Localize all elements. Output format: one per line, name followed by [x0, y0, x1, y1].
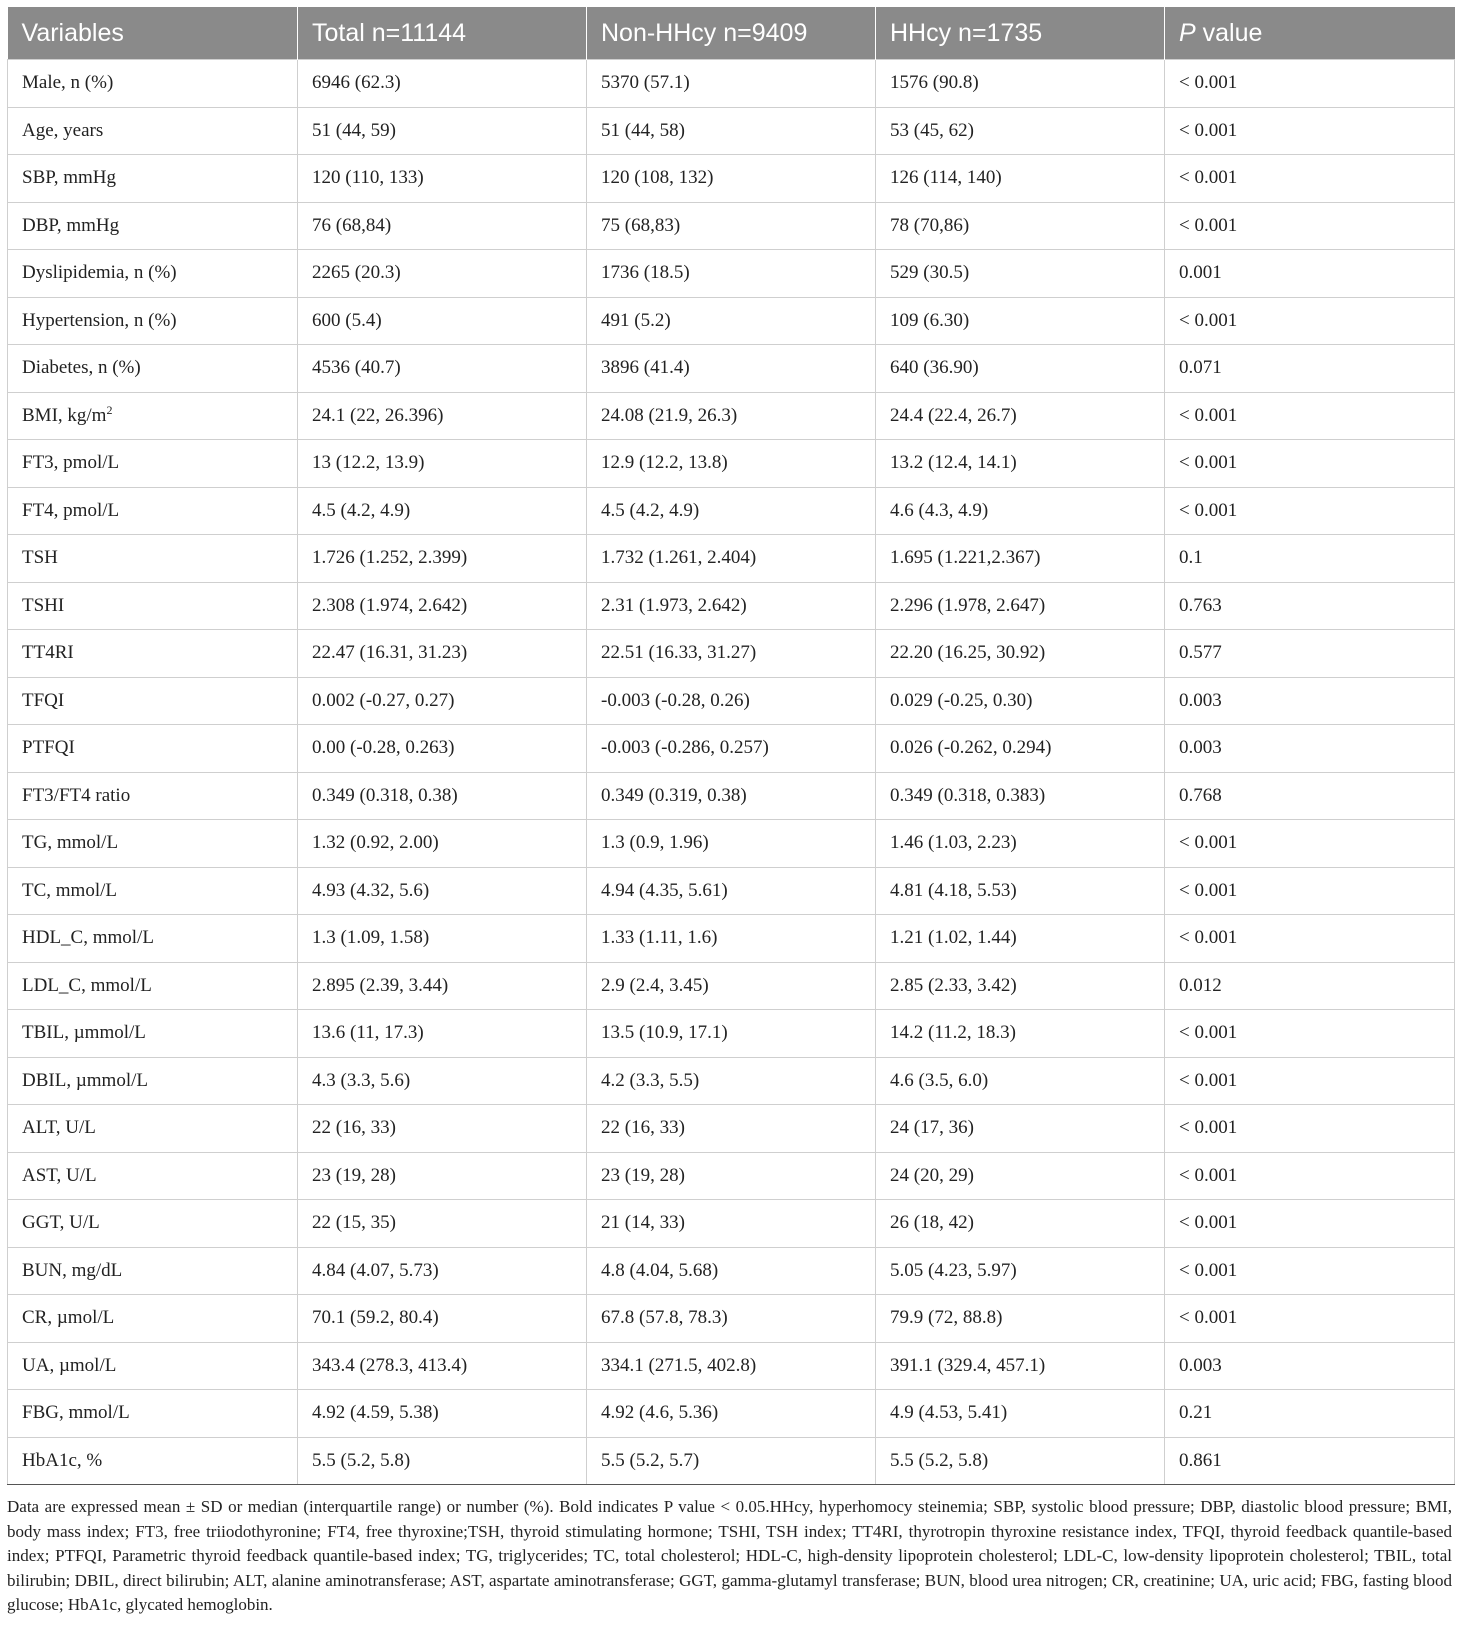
cell-total: 51 (44, 59)	[298, 107, 587, 155]
table-row	[8, 107, 1455, 155]
cell-p-value: < 0.001	[1165, 107, 1455, 155]
cell-total: 5.5 (5.2, 5.8)	[298, 1437, 587, 1485]
table-row	[8, 202, 1455, 250]
table-footnote: Data are expressed mean ± SD or median (interquartile range) or number (%). Bold indicates P value < 0.05.HHcy, hyperhomocy steinemia; SBP, systolic blood pressure; DBP, diastolic blood pressure; BMI, body mass index; FT3, free triiodothyronine; FT4, free thyroxine;TSH, thyroid stimulating hormone; TSHI, TSH index; TT4RI, thyrotropin thyroxine resistance index, TFQI, thyroid feedback quantile-based index; PTFQI, Parametric thyroid feedback quantile-based index; TG, triglycerides; TC, total cholesterol; HDL-C, high-density lipoprotein cholesterol; LDL-C, low-density lipoprotein cholesterol; TBIL, total bilirubin; DBIL, direct bilirubin; ALT, alanine aminotransferase; AST, aspartate aminotransferase; GGT, gamma-glutamyl transferase; BUN, blood urea nitrogen; CR, creatinine; UA, uric acid; FBG, fasting blood glucose; HbA1c, glycated hemoglobin.	[7, 1497, 1452, 1614]
table-row	[8, 582, 1455, 630]
cell-hhcy: 5.5 (5.2, 5.8)	[876, 1437, 1165, 1485]
header-p-italic: P	[1179, 18, 1196, 47]
header-hhcy: HHcy n=1735	[876, 7, 1165, 60]
table-row	[8, 345, 1455, 393]
cell-p-value: 0.003	[1165, 1342, 1455, 1390]
table-row	[8, 250, 1455, 298]
cell-non-hhcy: 21 (14, 33)	[587, 1200, 876, 1248]
cell-variable: ALT, U/L	[8, 1105, 298, 1153]
cell-hhcy: 13.2 (12.4, 14.1)	[876, 440, 1165, 488]
cell-variable: BMI, $kg/m^2$	[8, 392, 298, 440]
cell-variable: FT3, pmol/L	[8, 440, 298, 488]
cell-hhcy: 26 (18, 42)	[876, 1200, 1165, 1248]
cell-non-hhcy: 1736 (18.5)	[587, 250, 876, 298]
table-row	[8, 725, 1455, 773]
cell-total: 22.47 (16.31, 31.23)	[298, 630, 587, 678]
cell-variable: TG, mmol/L	[8, 820, 298, 868]
table-row	[8, 60, 1455, 108]
cell-hhcy: 126 (114, 140)	[876, 155, 1165, 203]
cell-p-value: 0.861	[1165, 1437, 1455, 1485]
cell-hhcy: 640 (36.90)	[876, 345, 1165, 393]
cell-variable: BUN, mg/dL	[8, 1247, 298, 1295]
cell-p-value: < 0.001	[1165, 820, 1455, 868]
table-row	[8, 820, 1455, 868]
cell-non-hhcy: 491 (5.2)	[587, 297, 876, 345]
cell-variable: CR, µmol/L	[8, 1295, 298, 1343]
cell-hhcy: 391.1 (329.4, 457.1)	[876, 1342, 1165, 1390]
cell-hhcy: 0.349 (0.318, 0.383)	[876, 772, 1165, 820]
cell-total: 2.308 (1.974, 2.642)	[298, 582, 587, 630]
cell-p-value: 0.001	[1165, 250, 1455, 298]
cell-p-value: < 0.001	[1165, 155, 1455, 203]
cell-variable: GGT, U/L	[8, 1200, 298, 1248]
table-row	[8, 1342, 1455, 1390]
table-row	[8, 1247, 1455, 1295]
cell-total: 13.6 (11, 17.3)	[298, 1010, 587, 1058]
cell-hhcy: 0.029 (-0.25, 0.30)	[876, 677, 1165, 725]
cell-p-value: < 0.001	[1165, 1152, 1455, 1200]
cell-p-value: < 0.001	[1165, 392, 1455, 440]
cell-variable: FT3/FT4 ratio	[8, 772, 298, 820]
header-row	[8, 7, 1455, 60]
cell-total: 1.32 (0.92, 2.00)	[298, 820, 587, 868]
cell-p-value: < 0.001	[1165, 1057, 1455, 1105]
cell-total: 4536 (40.7)	[298, 345, 587, 393]
cell-variable: TC, mmol/L	[8, 867, 298, 915]
cell-non-hhcy: 0.349 (0.319, 0.38)	[587, 772, 876, 820]
table-row	[8, 772, 1455, 820]
cell-hhcy: 4.6 (3.5, 6.0)	[876, 1057, 1165, 1105]
cell-non-hhcy: 120 (108, 132)	[587, 155, 876, 203]
data-table	[7, 7, 1455, 1485]
cell-hhcy: 14.2 (11.2, 18.3)	[876, 1010, 1165, 1058]
table-body	[8, 60, 1455, 1485]
cell-variable: PTFQI	[8, 725, 298, 773]
cell-variable: DBIL, µmmol/L	[8, 1057, 298, 1105]
table-row	[8, 487, 1455, 535]
cell-non-hhcy: -0.003 (-0.28, 0.26)	[587, 677, 876, 725]
cell-hhcy: 5.05 (4.23, 5.97)	[876, 1247, 1165, 1295]
cell-non-hhcy: 2.9 (2.4, 3.45)	[587, 962, 876, 1010]
cell-hhcy: 24 (17, 36)	[876, 1105, 1165, 1153]
cell-p-value: 0.763	[1165, 582, 1455, 630]
cell-p-value: < 0.001	[1165, 1200, 1455, 1248]
cell-non-hhcy: 75 (68,83)	[587, 202, 876, 250]
cell-total: 600 (5.4)	[298, 297, 587, 345]
table-row	[8, 1390, 1455, 1438]
cell-variable: SBP, mmHg	[8, 155, 298, 203]
cell-hhcy: 2.85 (2.33, 3.42)	[876, 962, 1165, 1010]
cell-non-hhcy: 23 (19, 28)	[587, 1152, 876, 1200]
table-row	[8, 1295, 1455, 1343]
cell-hhcy: 53 (45, 62)	[876, 107, 1165, 155]
cell-variable: DBP, mmHg	[8, 202, 298, 250]
cell-non-hhcy: 24.08 (21.9, 26.3)	[587, 392, 876, 440]
cell-non-hhcy: 2.31 (1.973, 2.642)	[587, 582, 876, 630]
cell-hhcy: 4.81 (4.18, 5.53)	[876, 867, 1165, 915]
cell-non-hhcy: 5.5 (5.2, 5.7)	[587, 1437, 876, 1485]
cell-non-hhcy: 4.2 (3.3, 5.5)	[587, 1057, 876, 1105]
cell-total: 0.002 (-0.27, 0.27)	[298, 677, 587, 725]
cell-p-value: 0.012	[1165, 962, 1455, 1010]
cell-p-value: < 0.001	[1165, 202, 1455, 250]
cell-variable: HDL_C, mmol/L	[8, 915, 298, 963]
cell-variable: Male, n (%)	[8, 60, 298, 108]
cell-p-value: 0.003	[1165, 677, 1455, 725]
cell-hhcy: 1.46 (1.03, 2.23)	[876, 820, 1165, 868]
cell-non-hhcy: 1.732 (1.261, 2.404)	[587, 535, 876, 583]
cell-non-hhcy: 4.5 (4.2, 4.9)	[587, 487, 876, 535]
cell-hhcy: 1576 (90.8)	[876, 60, 1165, 108]
header-non-hhcy: Non-HHcy n=9409	[587, 7, 876, 60]
cell-hhcy: 529 (30.5)	[876, 250, 1165, 298]
cell-p-value: < 0.001	[1165, 60, 1455, 108]
bmi-superscript: 2	[106, 402, 113, 417]
table-row	[8, 1057, 1455, 1105]
cell-total: 1.726 (1.252, 2.399)	[298, 535, 587, 583]
cell-non-hhcy: -0.003 (-0.286, 0.257)	[587, 725, 876, 773]
cell-total: 2.895 (2.39, 3.44)	[298, 962, 587, 1010]
table-row	[8, 630, 1455, 678]
cell-total: 4.5 (4.2, 4.9)	[298, 487, 587, 535]
cell-total: 0.349 (0.318, 0.38)	[298, 772, 587, 820]
table-row	[8, 1105, 1455, 1153]
cell-non-hhcy: 5370 (57.1)	[587, 60, 876, 108]
cell-total: 22 (16, 33)	[298, 1105, 587, 1153]
cell-total: 4.84 (4.07, 5.73)	[298, 1247, 587, 1295]
cell-hhcy: 24.4 (22.4, 26.7)	[876, 392, 1165, 440]
table-header	[8, 7, 1455, 60]
cell-total: 23 (19, 28)	[298, 1152, 587, 1200]
cell-total: 1.3 (1.09, 1.58)	[298, 915, 587, 963]
cell-hhcy: 0.026 (-0.262, 0.294)	[876, 725, 1165, 773]
table-row	[8, 915, 1455, 963]
cell-total: 4.92 (4.59, 5.38)	[298, 1390, 587, 1438]
cell-total: 120 (110, 133)	[298, 155, 587, 203]
cell-non-hhcy: 51 (44, 58)	[587, 107, 876, 155]
cell-variable: LDL_C, mmol/L	[8, 962, 298, 1010]
table-row	[8, 1010, 1455, 1058]
cell-total: 4.3 (3.3, 5.6)	[298, 1057, 587, 1105]
header-total: Total n=11144	[298, 7, 587, 60]
cell-variable: UA, µmol/L	[8, 1342, 298, 1390]
cell-non-hhcy: 22 (16, 33)	[587, 1105, 876, 1153]
cell-variable: TT4RI	[8, 630, 298, 678]
cell-p-value: < 0.001	[1165, 915, 1455, 963]
cell-non-hhcy: 67.8 (57.8, 78.3)	[587, 1295, 876, 1343]
cell-p-value: 0.577	[1165, 630, 1455, 678]
cell-hhcy: 4.6 (4.3, 4.9)	[876, 487, 1165, 535]
table-row	[8, 440, 1455, 488]
cell-variable: Dyslipidemia, n (%)	[8, 250, 298, 298]
cell-total: 2265 (20.3)	[298, 250, 587, 298]
table-container	[7, 7, 1454, 1618]
cell-hhcy: 1.21 (1.02, 1.44)	[876, 915, 1165, 963]
cell-non-hhcy: 1.33 (1.11, 1.6)	[587, 915, 876, 963]
cell-p-value: < 0.001	[1165, 1295, 1455, 1343]
table-row	[8, 1152, 1455, 1200]
cell-hhcy: 24 (20, 29)	[876, 1152, 1165, 1200]
cell-hhcy: 79.9 (72, 88.8)	[876, 1295, 1165, 1343]
cell-total: 22 (15, 35)	[298, 1200, 587, 1248]
cell-non-hhcy: 334.1 (271.5, 402.8)	[587, 1342, 876, 1390]
cell-p-value: 0.1	[1165, 535, 1455, 583]
cell-non-hhcy: 12.9 (12.2, 13.8)	[587, 440, 876, 488]
cell-hhcy: 22.20 (16.25, 30.92)	[876, 630, 1165, 678]
cell-p-value: < 0.001	[1165, 297, 1455, 345]
cell-variable: Diabetes, n (%)	[8, 345, 298, 393]
cell-hhcy: 2.296 (1.978, 2.647)	[876, 582, 1165, 630]
cell-total: 0.00 (-0.28, 0.263)	[298, 725, 587, 773]
cell-variable: Age, years	[8, 107, 298, 155]
table-row	[8, 962, 1455, 1010]
cell-p-value: < 0.001	[1165, 1247, 1455, 1295]
cell-total: 70.1 (59.2, 80.4)	[298, 1295, 587, 1343]
cell-total: 6946 (62.3)	[298, 60, 587, 108]
cell-total: 13 (12.2, 13.9)	[298, 440, 587, 488]
table-row	[8, 155, 1455, 203]
table-row	[8, 1437, 1455, 1485]
cell-p-value: < 0.001	[1165, 440, 1455, 488]
cell-p-value: 0.071	[1165, 345, 1455, 393]
cell-non-hhcy: 4.92 (4.6, 5.36)	[587, 1390, 876, 1438]
cell-variable: FT4, pmol/L	[8, 487, 298, 535]
cell-p-value: < 0.001	[1165, 867, 1455, 915]
cell-non-hhcy: 4.94 (4.35, 5.61)	[587, 867, 876, 915]
cell-total: 24.1 (22, 26.396)	[298, 392, 587, 440]
cell-hhcy: 109 (6.30)	[876, 297, 1165, 345]
table-row	[8, 297, 1455, 345]
cell-hhcy: 1.695 (1.221,2.367)	[876, 535, 1165, 583]
cell-hhcy: 78 (70,86)	[876, 202, 1165, 250]
cell-hhcy: 4.9 (4.53, 5.41)	[876, 1390, 1165, 1438]
header-variables: Variables	[8, 7, 298, 60]
cell-p-value: 0.003	[1165, 725, 1455, 773]
cell-variable: TBIL, µmmol/L	[8, 1010, 298, 1058]
cell-variable: TSH	[8, 535, 298, 583]
cell-non-hhcy: 3896 (41.4)	[587, 345, 876, 393]
cell-non-hhcy: 13.5 (10.9, 17.1)	[587, 1010, 876, 1058]
cell-total: 343.4 (278.3, 413.4)	[298, 1342, 587, 1390]
cell-non-hhcy: 22.51 (16.33, 31.27)	[587, 630, 876, 678]
cell-variable: HbA1c, %	[8, 1437, 298, 1485]
cell-total: 4.93 (4.32, 5.6)	[298, 867, 587, 915]
table-row	[8, 677, 1455, 725]
header-p-rest: value	[1195, 18, 1263, 47]
table-row	[8, 392, 1455, 440]
cell-non-hhcy: 1.3 (0.9, 1.96)	[587, 820, 876, 868]
cell-variable: FBG, mmol/L	[8, 1390, 298, 1438]
table-row	[8, 1200, 1455, 1248]
cell-non-hhcy: 4.8 (4.04, 5.68)	[587, 1247, 876, 1295]
header-p-value	[1165, 7, 1455, 60]
cell-p-value: < 0.001	[1165, 487, 1455, 535]
cell-p-value: 0.768	[1165, 772, 1455, 820]
cell-p-value: < 0.001	[1165, 1010, 1455, 1058]
cell-p-value: 0.21	[1165, 1390, 1455, 1438]
cell-p-value: < 0.001	[1165, 1105, 1455, 1153]
cell-total: 76 (68,84)	[298, 202, 587, 250]
cell-variable: TFQI	[8, 677, 298, 725]
cell-variable: Hypertension, n (%)	[8, 297, 298, 345]
cell-variable: TSHI	[8, 582, 298, 630]
cell-variable: AST, U/L	[8, 1152, 298, 1200]
table-row	[8, 535, 1455, 583]
table-row	[8, 867, 1455, 915]
